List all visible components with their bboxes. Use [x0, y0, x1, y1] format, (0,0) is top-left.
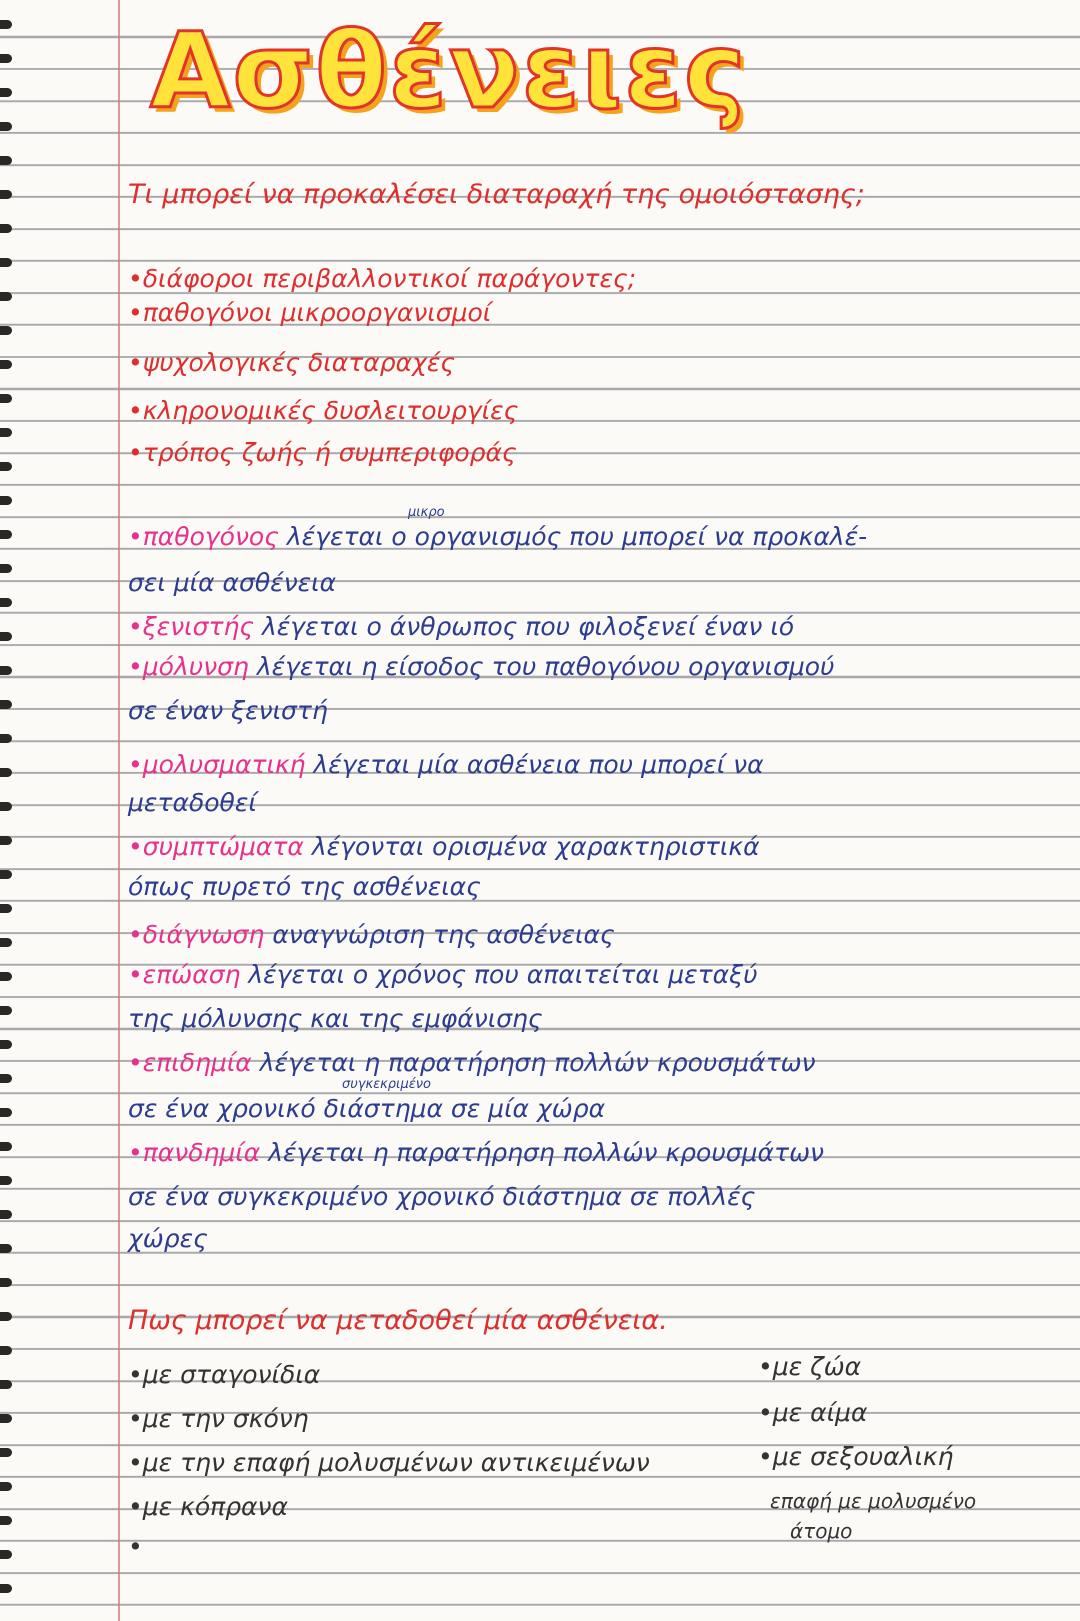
binding-hole [0, 462, 12, 471]
definition-text: όπως πυρετό της ασθένειας [128, 872, 481, 901]
definition-text: σε ένα χρονικό διάστημα σε μία χώρα [128, 1094, 606, 1123]
section-heading-causes: Τι μπορεί να προκαλέσει διαταραχή της ομοιόστασης; [128, 179, 865, 210]
binding-hole [0, 224, 12, 233]
binding-hole [0, 734, 12, 743]
list-item: •κληρονομικές δυσλειτουργίες [128, 396, 519, 425]
superscript-correction: συγκεκριμένο [342, 1077, 431, 1092]
definition-text: μεταδοθεί [128, 788, 257, 817]
binding-hole [0, 836, 12, 845]
binding-hole [0, 666, 12, 675]
spiral-holes [0, 20, 14, 1610]
binding-hole [0, 1550, 12, 1559]
definition-term: •επώαση [128, 960, 241, 989]
binding-hole [0, 904, 12, 913]
list-item: •τρόπος ζωής ή συμπεριφοράς [128, 438, 517, 467]
binding-hole [0, 360, 12, 369]
binding-hole [0, 54, 12, 63]
list-item: επαφή με μολυσμένο [770, 1489, 977, 1513]
definition-host [128, 610, 1058, 644]
definition-infection [128, 650, 1058, 684]
definition-text: λέγεται η είσοδος του παθογόνου οργανισμού [256, 652, 835, 681]
binding-hole [0, 1312, 12, 1321]
binding-hole [0, 88, 12, 97]
definition-text: αναγνώριση της ασθένειας [272, 920, 615, 949]
definition-text: λέγονται ορισμένα χαρακτηριστικά [311, 832, 760, 861]
binding-hole [0, 292, 12, 301]
definition-term: •ξενιστής [128, 612, 255, 641]
definition-text: της μόλυνσης και της εμφάνισης [128, 1004, 543, 1033]
definition-epidemic [128, 1046, 1058, 1080]
definition-term: •μόλυνση [128, 652, 249, 681]
list-item: άτομο [790, 1519, 853, 1543]
binding-hole [0, 1414, 12, 1423]
definition-diagnosis [128, 918, 1058, 952]
definition-text: σε ένα συγκεκριμένο χρονικό διάστημα σε πολλές [128, 1182, 756, 1211]
list-item: •με σεξουαλική [758, 1442, 954, 1471]
binding-hole [0, 428, 12, 437]
binding-hole [0, 1074, 12, 1083]
binding-hole [0, 564, 12, 573]
definition-symptoms [128, 830, 1058, 864]
definition-text: λέγεται μία ασθένεια που μπορεί να [313, 750, 764, 779]
binding-hole [0, 632, 12, 641]
definition-text: χώρες [128, 1224, 208, 1253]
definition-pandemic [128, 1136, 1058, 1170]
definition-term: •διάγνωση [128, 920, 265, 949]
list-item: •με ζώα [758, 1352, 862, 1381]
definition-contagious [128, 748, 1058, 782]
binding-hole [0, 1244, 12, 1253]
binding-hole [0, 156, 12, 165]
definition-pathogen [128, 520, 1058, 554]
binding-hole [0, 1176, 12, 1185]
binding-hole [0, 1278, 12, 1287]
binding-hole [0, 496, 12, 505]
binding-hole [0, 122, 12, 131]
definition-term: •παθογόνος [128, 522, 279, 551]
definition-text: λέγεται ο άνθρωπος που φιλοξενεί έναν ιό [262, 612, 795, 641]
superscript-correction: μικρο [408, 505, 445, 520]
binding-hole [0, 1482, 12, 1491]
list-item: •παθογόνοι μικροοργανισμοί [128, 298, 492, 327]
binding-hole [0, 598, 12, 607]
binding-hole [0, 1516, 12, 1525]
binding-hole [0, 530, 12, 539]
definition-text: λέγεται ο χρόνος που απαιτείται μεταξύ [248, 960, 758, 989]
binding-hole [0, 802, 12, 811]
list-item: • [128, 1532, 143, 1561]
list-item: •με κόπρανα [128, 1492, 288, 1521]
list-item: •διάφοροι περιβαλλοντικοί παράγοντες; [128, 264, 637, 293]
section-heading-transmission: Πως μπορεί να μεταδοθεί μία ασθένεια. [128, 1305, 668, 1336]
definition-text: λέγεται η παρατήρηση πολλών κρουσμάτων [268, 1138, 824, 1167]
binding-hole [0, 20, 12, 29]
binding-hole [0, 394, 12, 403]
definition-term: •συμπτώματα [128, 832, 304, 861]
binding-hole [0, 1108, 12, 1117]
definition-text: σει μία ασθένεια [128, 568, 337, 597]
definition-term: •πανδημία [128, 1138, 261, 1167]
list-item: •με σταγονίδια [128, 1360, 321, 1389]
binding-hole [0, 1006, 12, 1015]
list-item: •ψυχολογικές διαταραχές [128, 348, 456, 377]
binding-hole [0, 1380, 12, 1389]
binding-hole [0, 700, 12, 709]
binding-hole [0, 190, 12, 199]
definition-text: λέγεται ο οργανισμός που μπορεί να προκαλέ- [286, 522, 868, 551]
binding-hole [0, 1040, 12, 1049]
binding-hole [0, 1142, 12, 1151]
page-title: Ασθένειες [150, 10, 748, 132]
binding-hole [0, 1448, 12, 1457]
definition-text: λέγεται η παρατήρηση πολλών κρουσμάτων [259, 1048, 816, 1077]
definition-text: σε έναν ξενιστή [128, 696, 328, 725]
binding-hole [0, 326, 12, 335]
binding-hole [0, 870, 12, 879]
list-item: •με αίμα [758, 1398, 868, 1427]
binding-hole [0, 258, 12, 267]
binding-hole [0, 1346, 12, 1355]
definition-incubation [128, 958, 1058, 992]
definition-term: •μολυσματική [128, 750, 306, 779]
binding-hole [0, 1584, 12, 1593]
list-item: •με την σκόνη [128, 1404, 309, 1433]
binding-hole [0, 938, 12, 947]
list-item: •με την επαφή μολυσμένων αντικειμένων [128, 1448, 650, 1477]
binding-hole [0, 972, 12, 981]
binding-hole [0, 1210, 12, 1219]
definition-term: •επιδημία [128, 1048, 252, 1077]
binding-hole [0, 768, 12, 777]
